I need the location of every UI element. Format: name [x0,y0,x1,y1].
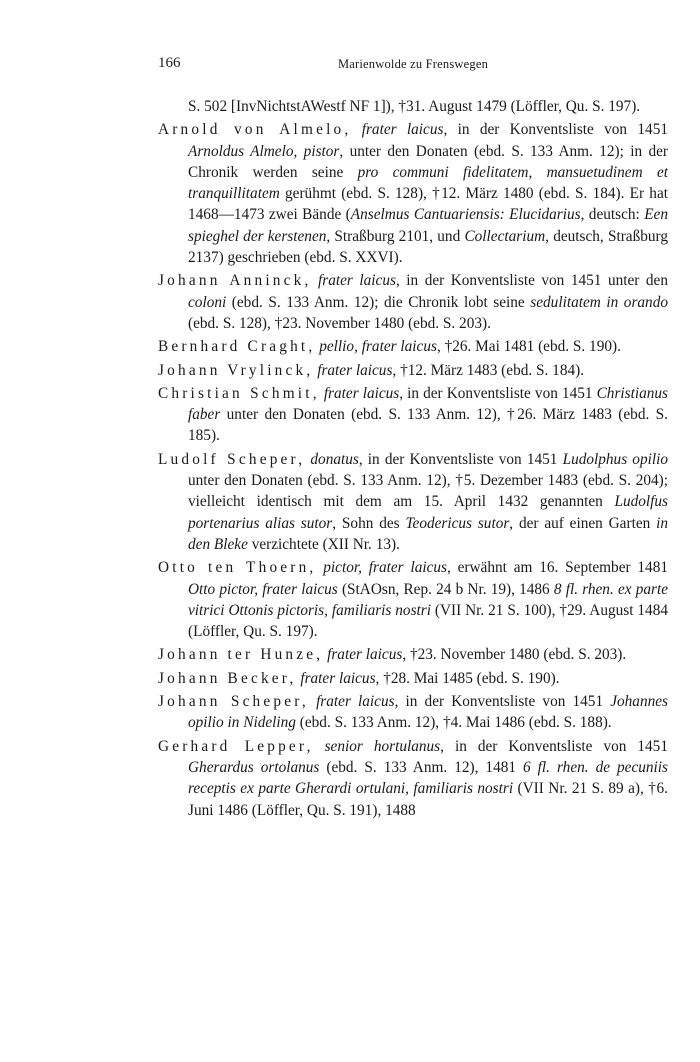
register-entry [158,270,668,334]
person-name: Otto ten Thoern, [158,559,317,577]
entry-text: pellio, frater laicus, †26. Mai 1481 (ebd. S. 190). [319,338,621,356]
entry-text: frater laicus, †23. November 1480 (ebd. S. 203). [327,646,627,664]
register-entry [158,668,668,689]
entry-text: pictor, frater laicus, erwähnt am 16. September 1481 Otto pictor, frater laicus (StAOsn, Rep. 24 b Nr. 19), 1486 8 fl. rhen. ex parte vitrici Ottonis pictoris, familiaris nostri (VII Nr. 21 S. 100), †29. August 1484 (Löffler, Qu. S. 197). [188,559,669,641]
entry-text: donatus, in der Konventsliste von 1451 Ludolphus opilio unter den Donaten (ebd. S. 133 Anm. 12), †5. Dezember 1483 (ebd. S. 204); vielleicht identisch mit dem am 15. April 1432 genannten Ludolfus portenarius alias sutor, Sohn des Teodericus sutor, der auf einen Garten in den Bleke verzichtete (XII Nr. 13). [188,450,668,553]
entry-list [158,96,668,823]
register-entry [158,383,668,447]
person-name: Johann Scheper, [158,693,309,711]
entry-text: frater laicus, †28. Mai 1485 (ebd. S. 190). [300,669,560,687]
register-entry [158,119,668,268]
person-name: Johann Anninck, [158,272,312,290]
page-header [158,55,668,77]
entry-text: frater laicus, in der Konventsliste von 1451 unter den coloni (ebd. S. 133 Anm. 12); die Chronik lobt seine sedulitatem in orando (ebd. S. 128), †23. November 1480 (ebd. S. 203). [188,272,668,332]
person-name: Christian Schmit, [158,384,320,402]
running-title: Marienwolde zu Frenswegen [337,57,489,71]
register-entry [158,449,668,555]
register-entry [158,691,668,734]
entry-text: frater laicus, in der Konventsliste von 1451 Johannes opilio in Nideling (ebd. S. 133 Anm. 12), †4. Mai 1486 (ebd. S. 188). [188,693,668,732]
person-name: Bernhard Craght, [158,338,316,356]
person-name: Gerhard Lepper, [158,737,314,755]
register-entry [158,336,668,357]
person-name: Johann Vrylinck, [158,361,314,379]
register-entry [158,644,668,665]
person-name: Ludolf Scheper, [158,450,306,468]
register-entry [158,557,668,642]
register-entry [158,360,668,381]
entry-text: frater laicus, in der Konventsliste von 1451 Arnoldus Almelo, pistor, unter den Donaten (ebd. S. 133 Anm. 12); in der Chronik werden seine pro communi fidelitatem, mansuetudinem et tranquillitatem gerühmt (ebd. S. 128), †12. März 1480 (ebd. S. 184). Er hat 1468—1473 zwei Bände (Anselmus Cantuariensis: Elucidarius, deutsch: Een spieghel der kerstenen, Straßburg 2101, und Collectarium, deutsch, Straßburg 2137) geschrieben (ebd. S. XXVI). [188,121,668,267]
person-name: Arnold von Almelo, [158,121,352,139]
register-entry [158,96,668,117]
page-number: 166 [158,55,181,71]
entry-text: S. 502 [InvNichtstAWestf NF 1]), †31. August 1479 (Löffler, Qu. S. 197). [188,98,641,115]
entry-text: senior hortulanus, in der Konventsliste von 1451 Gherardus ortolanus (ebd. S. 133 Anm. 12), 1481 6 fl. rhen. de pecuniis receptis ex parte Gherardi ortulani, familiaris nostri (VII Nr. 21 S. 89 a), †6. Juni 1486 (Löffler, Qu. S. 191), 1488 [188,737,668,819]
person-name: Johann Becker, [158,669,297,687]
register-entry [158,736,668,821]
person-name: Johann ter Hunze, [158,646,324,664]
entry-text: frater laicus, †12. März 1483 (ebd. S. 184). [317,361,585,379]
entry-text: frater laicus, in der Konventsliste von 1451 Christianus faber unter den Donaten (ebd. S. 133 Anm. 12), †26. März 1483 (ebd. S. 185). [188,384,668,445]
